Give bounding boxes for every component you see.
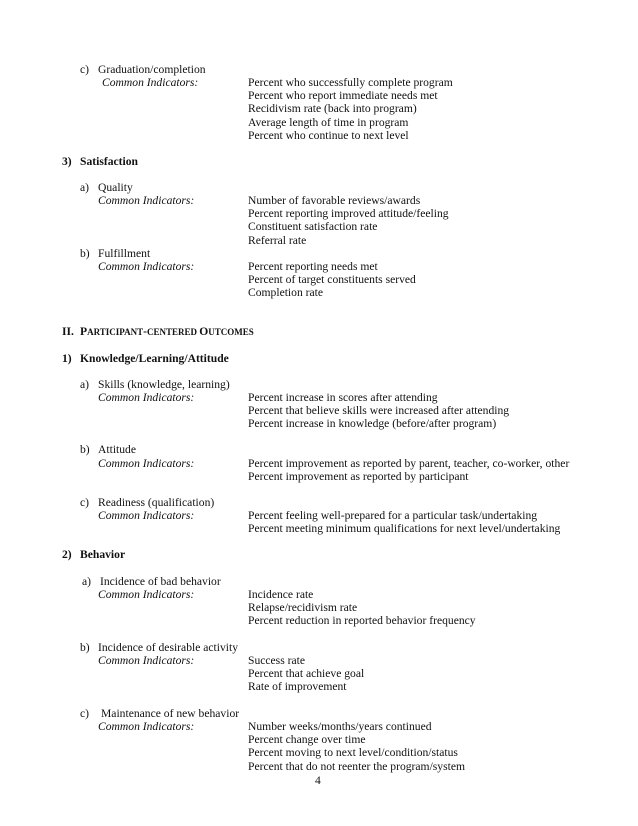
section-title-knowledge: Knowledge/Learning/Attitude <box>80 352 229 365</box>
indicator: Number weeks/months/years continued <box>248 720 432 733</box>
common-indicators-label: Common Indicators: <box>98 720 195 733</box>
indicator: Rate of improvement <box>248 680 347 694</box>
heading-part: P <box>80 325 88 338</box>
indicator-list-skills <box>248 391 509 431</box>
indicator: Percent increase in knowledge (before/after program) <box>248 417 497 431</box>
item-title-attitude: Attitude <box>98 443 136 456</box>
item-title-bad-behavior: Incidence of bad behavior <box>100 575 221 588</box>
indicator: Percent increase in scores after attending <box>248 391 438 404</box>
section-number: 2) <box>62 548 72 561</box>
common-indicators-label: Common Indicators: <box>102 76 199 89</box>
item-title-readiness: Readiness (qualification) <box>98 496 215 509</box>
indicator: Incidence rate <box>248 588 314 601</box>
section-numeral: II. <box>62 325 74 338</box>
indicator-list-quality <box>248 194 449 247</box>
indicator: Percent that achieve goal <box>248 667 365 681</box>
indicator: Percent reduction in reported behavior frequency <box>248 614 476 628</box>
item-title-desirable-activity: Incidence of desirable activity <box>98 641 239 654</box>
item-title-graduation: Graduation/completion <box>98 63 206 76</box>
indicator: Percent that do not reenter the program/system <box>248 759 465 773</box>
item-title-fulfillment: Fulfillment <box>98 247 151 260</box>
common-indicators-label: Common Indicators: <box>98 260 195 273</box>
indicator: Percent meeting minimum qualifications for next level/undertaking <box>248 522 561 536</box>
indicator-list-attitude <box>248 457 569 483</box>
indicator-list-fulfillment <box>248 260 416 300</box>
item-letter: c) <box>80 496 90 509</box>
indicator: Constituent satisfaction rate <box>248 220 378 234</box>
item-letter: b) <box>80 443 90 456</box>
indicator: Percent who report immediate needs met <box>248 89 438 103</box>
common-indicators-label: Common Indicators: <box>98 654 195 667</box>
indicator: Percent reporting needs met <box>248 260 378 273</box>
heading-part: - <box>143 325 147 338</box>
indicator-list-graduation <box>248 76 453 142</box>
indicator-list-bad-behavior <box>248 588 476 628</box>
common-indicators-label: Common Indicators: <box>98 509 195 522</box>
common-indicators-label: Common Indicators: <box>98 194 195 207</box>
item-title-skills: Skills (knowledge, learning) <box>98 378 230 391</box>
item-letter: b) <box>80 247 90 260</box>
indicator: Recidivism rate (back into program) <box>248 102 417 116</box>
indicator: Percent improvement as reported by participant <box>248 470 469 484</box>
page-number: 4 <box>315 774 321 787</box>
indicator: Success rate <box>248 654 305 667</box>
item-letter: a) <box>80 181 90 194</box>
indicator-list-maintenance <box>248 720 465 773</box>
section-number: 3) <box>62 155 72 168</box>
indicator-list-readiness <box>248 509 560 535</box>
item-letter: a) <box>80 378 90 391</box>
item-title-quality: Quality <box>98 181 133 194</box>
common-indicators-label: Common Indicators: <box>98 588 195 601</box>
indicator: Percent reporting improved attitude/feeling <box>248 207 449 221</box>
indicator: Percent that believe skills were increased after attending <box>248 404 510 418</box>
indicator: Relapse/recidivism rate <box>248 601 358 615</box>
indicator: Percent improvement as reported by parent, teacher, co-worker, other <box>248 457 570 470</box>
heading-part: ARTICIPANT <box>87 327 144 337</box>
indicator: Percent feeling well-prepared for a particular task/undertaking <box>248 509 538 522</box>
item-title-maintenance: Maintenance of new behavior <box>101 707 240 720</box>
item-letter: c) <box>80 707 90 720</box>
heading-part: CENTERED <box>147 327 200 337</box>
indicator: Percent of target constituents served <box>248 273 416 287</box>
indicator: Referral rate <box>248 233 307 247</box>
section-title-behavior: Behavior <box>80 548 126 561</box>
indicator: Average length of time in program <box>248 115 409 129</box>
item-letter: c) <box>80 63 90 76</box>
item-letter: b) <box>80 641 90 654</box>
section-title-satisfaction: Satisfaction <box>80 155 138 168</box>
heading-part: O <box>199 325 209 338</box>
section-number: 1) <box>62 352 72 365</box>
indicator: Percent who successfully complete program <box>248 76 453 89</box>
indicator: Percent moving to next level/condition/status <box>248 746 458 760</box>
section-heading-participant-centered-outcomes <box>80 325 254 339</box>
indicator: Number of favorable reviews/awards <box>248 194 421 207</box>
indicator: Percent change over time <box>248 733 366 747</box>
indicator: Completion rate <box>248 286 324 300</box>
heading-part: UTCOMES <box>208 327 254 337</box>
common-indicators-label: Common Indicators: <box>98 457 195 470</box>
indicator-list-desirable-activity <box>248 654 364 694</box>
item-letter: a) <box>82 575 92 588</box>
common-indicators-label: Common Indicators: <box>98 391 195 404</box>
indicator: Percent who continue to next level <box>248 128 409 142</box>
